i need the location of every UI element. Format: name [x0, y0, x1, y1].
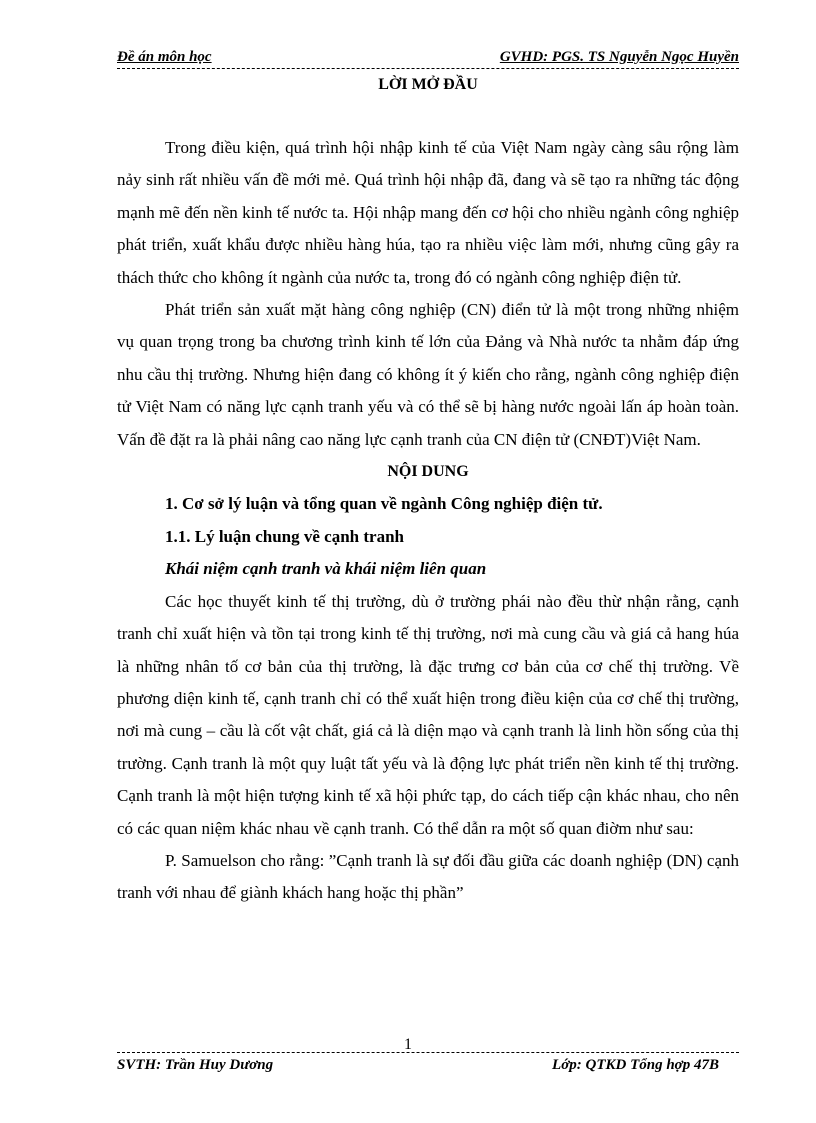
- section-1-heading: 1. Cơ sở lý luận và tổng quan về ngành Công nghiệp điện tử.: [165, 494, 603, 514]
- footer-student-label: SVTH: Trần Huy Dương: [117, 1057, 274, 1073]
- footer-class-label: Lớp: QTKD Tổng hợp 47B: [552, 1057, 719, 1073]
- content-title: NỘI DUNG: [387, 463, 469, 481]
- intro-paragraph-2: Phát triển sản xuất mặt hàng công nghiệp (CN) điển tử là một trong những nhiệm vụ quan trọng trong ba chương trình kinh tế lớn của Đảng và Nhà nước ta nhằm đáp ứng nhu cầu thị trường. Nhưng hiện đang có không ít ý kiến cho rằng, ngành công nghiệp điện tử Việt Nam có năng lực cạnh tranh yếu và có thể sẽ bị hàng nước ngoài lấn áp hoàn toàn. Vấn đề đặt ra là phải nâng cao năng lực cạnh tranh của CN điện tử (CNĐT)Việt Nam.: [117, 300, 739, 449]
- header-course-label: Đề án môn học: [117, 49, 212, 65]
- content-paragraph-2: P. Samuelson cho rằng: ”Cạnh tranh là sự đối đầu giữa các doanh nghiệp (DN) cạnh tranh với nhau để giành khách hang hoặc thị phần”: [117, 850, 739, 903]
- page-header: [117, 46, 739, 69]
- intro-paragraph-1: Trong điều kiện, quá trình hội nhập kinh tế của Việt Nam ngày càng sâu rộng làm nảy sinh rất nhiều vấn đề mới mẻ. Quá trình hội nhập đã, đang và sẽ tạo ra những tác động mạnh mẽ đến nền kinh tế nước ta. Hội nhập mang đến cơ hội cho nhiều ngành công nghiệp phát triển, xuất khẩu được nhiều hàng húa, tạo ra nhiều việc làm mới, nhưng cũng gây ra thách thức cho không ít ngành của nước ta, trong đó có ngành công nghiệp điện tử.: [117, 138, 739, 287]
- concept-subheading: Khái niệm cạnh tranh và khái niệm liên quan: [165, 559, 487, 579]
- header-supervisor-label: GVHD: PGS. TS Nguyễn Ngọc Huyền: [499, 49, 739, 65]
- section-1-1-heading: 1.1. Lý luận chung về cạnh tranh: [165, 526, 404, 546]
- intro-title: LỜI MỞ ĐẦU: [378, 76, 478, 93]
- content-paragraph-1: Các học thuyết kinh tế thị trường, dù ở trường phái nào đều thừ nhận rằng, cạnh tranh chỉ xuất hiện và tồn tại trong kinh tế thị trường, nơi mà cung cầu và giá cả hang húa là những nhân tố cơ bản của thị trường, là đặc trưng cơ bản của cơ chế thị trường. Về phương diện kinh tế, cạnh tranh chỉ có thể xuất hiện trong điều kiện của cơ chế thị trường, nơi mà cung – cầu là cốt vật chất, giá cả là diện mạo và cạnh tranh là linh hồn sống của thị trường. Cạnh tranh là một quy luật tất yếu và là động lực phát triển nền kinh tế thị trường. Cạnh tranh là một hiện tượng kinh tế xã hội phức tạp, do cách tiếp cận khác nhau, cho nên có các quan niệm khác nhau về cạnh tranh. Có thể dẫn ra một số quan điờm như sau:: [117, 591, 739, 838]
- page-number: 1: [404, 1036, 412, 1053]
- page-footer: [117, 1052, 739, 1077]
- document-body: [117, 76, 739, 910]
